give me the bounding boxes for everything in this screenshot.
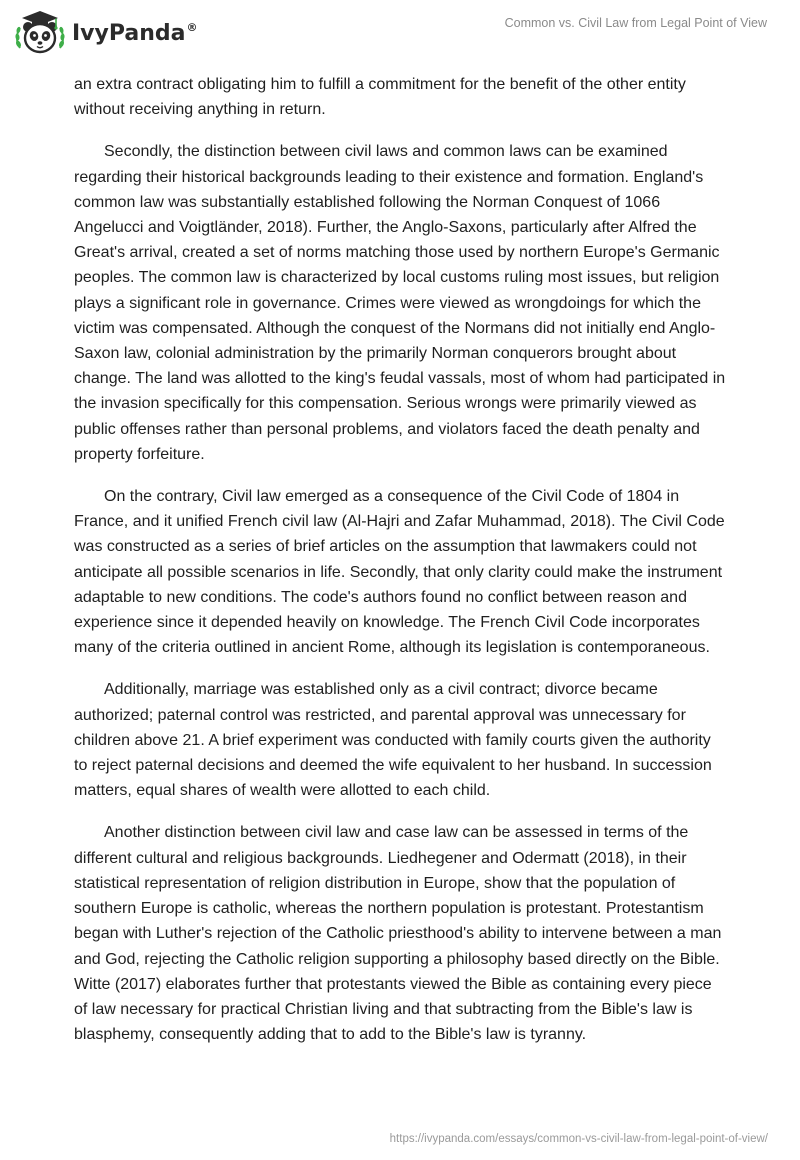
document-title: Common vs. Civil Law from Legal Point of View bbox=[504, 16, 767, 30]
paragraph-civil-code: On the contrary, Civil law emerged as a consequence of the Civil Code of 1804 in France, and it unified French civil law (Al-Hajri and Zafar Muhammad, 2018). The Civil Code was constructed as a series of brief articles on the assumption that lawmakers could not anticipate all possible scenarios in life. Secondly, that only clarity could make the instrument adaptable to new conditions. The code's authors found no conflict between reason and experience since it depended heavily on knowledge. The French Civil Code incorporates many of the criteria outlined in ancient Rome, although its legislation is contemporaneous. bbox=[74, 488, 725, 657]
panda-graduate-icon bbox=[14, 8, 66, 56]
page-header bbox=[0, 0, 800, 62]
paragraph-marriage: Additionally, marriage was established only as a civil contract; divorce became authorized; paternal control was restricted, and parental approval was unnecessary for children above 21. A brief experiment was conducted with family courts given the authority to reject paternal decisions and deemed the wife equivalent to her husband. In succession matters, equal shares of wealth were allotted to each child. bbox=[74, 681, 712, 800]
source-url-link[interactable]: https://ivypanda.com/essays/common-vs-civil-law-from-legal-point-of-view/ bbox=[389, 1133, 768, 1145]
essay-body bbox=[74, 72, 726, 1064]
brand-name: IvyPanda® bbox=[72, 20, 198, 46]
paragraph-continuation: an extra contract obligating him to fulfill a commitment for the benefit of the other entity without receiving anything in return. bbox=[74, 76, 686, 119]
brand-logo[interactable] bbox=[14, 8, 198, 56]
registered-mark: ® bbox=[186, 21, 198, 35]
paragraph-religious-backgrounds: Another distinction between civil law and case law can be assessed in terms of the different cultural and religious backgrounds. Liedhegener and Odermatt (2018), in their statistical representation of religion distribution in Europe, show that the population of southern Europe is catholic, whereas the northern population is protestant. Protestantism began with Luther's rejection of the Catholic priesthood's ability to intervene between a man and God, rejecting the Catholic religion supporting a philosophy based directly on the Bible. Witte (2017) elaborates further that protestants viewed the Bible as containing every piece of law necessary for practical Christian living and that subtracting from the Bible's law is blasphemy, consequently adding that to add to the Bible's law is tyranny. bbox=[74, 824, 722, 1044]
paragraph-historical-backgrounds: Secondly, the distinction between civil laws and common laws can be examined regarding their historical backgrounds leading to their existence and formation. England's common law was substantially established following the Norman Conquest of 1066 Angelucci and Voigtländer, 2018). Further, the Anglo-Saxons, particularly after Alfred the Great's arrival, created a set of norms matching those used by northern Europe's Germanic peoples. The common law is characterized by local customs ruling most issues, but religion plays a significant role in governance. Crimes were viewed as wrongdoings for which the victim was compensated. Although the conquest of the Normans did not initially end Anglo-Saxon law, colonial administration by the primarily Norman conquerors brought about change. The land was allotted to the king's feudal vassals, most of whom had participated in the invasion specifically for this compensation. Serious wrongs were primarily viewed as public offenses rather than personal problems, and violators faced the death penalty and property forfeiture. bbox=[74, 143, 726, 463]
